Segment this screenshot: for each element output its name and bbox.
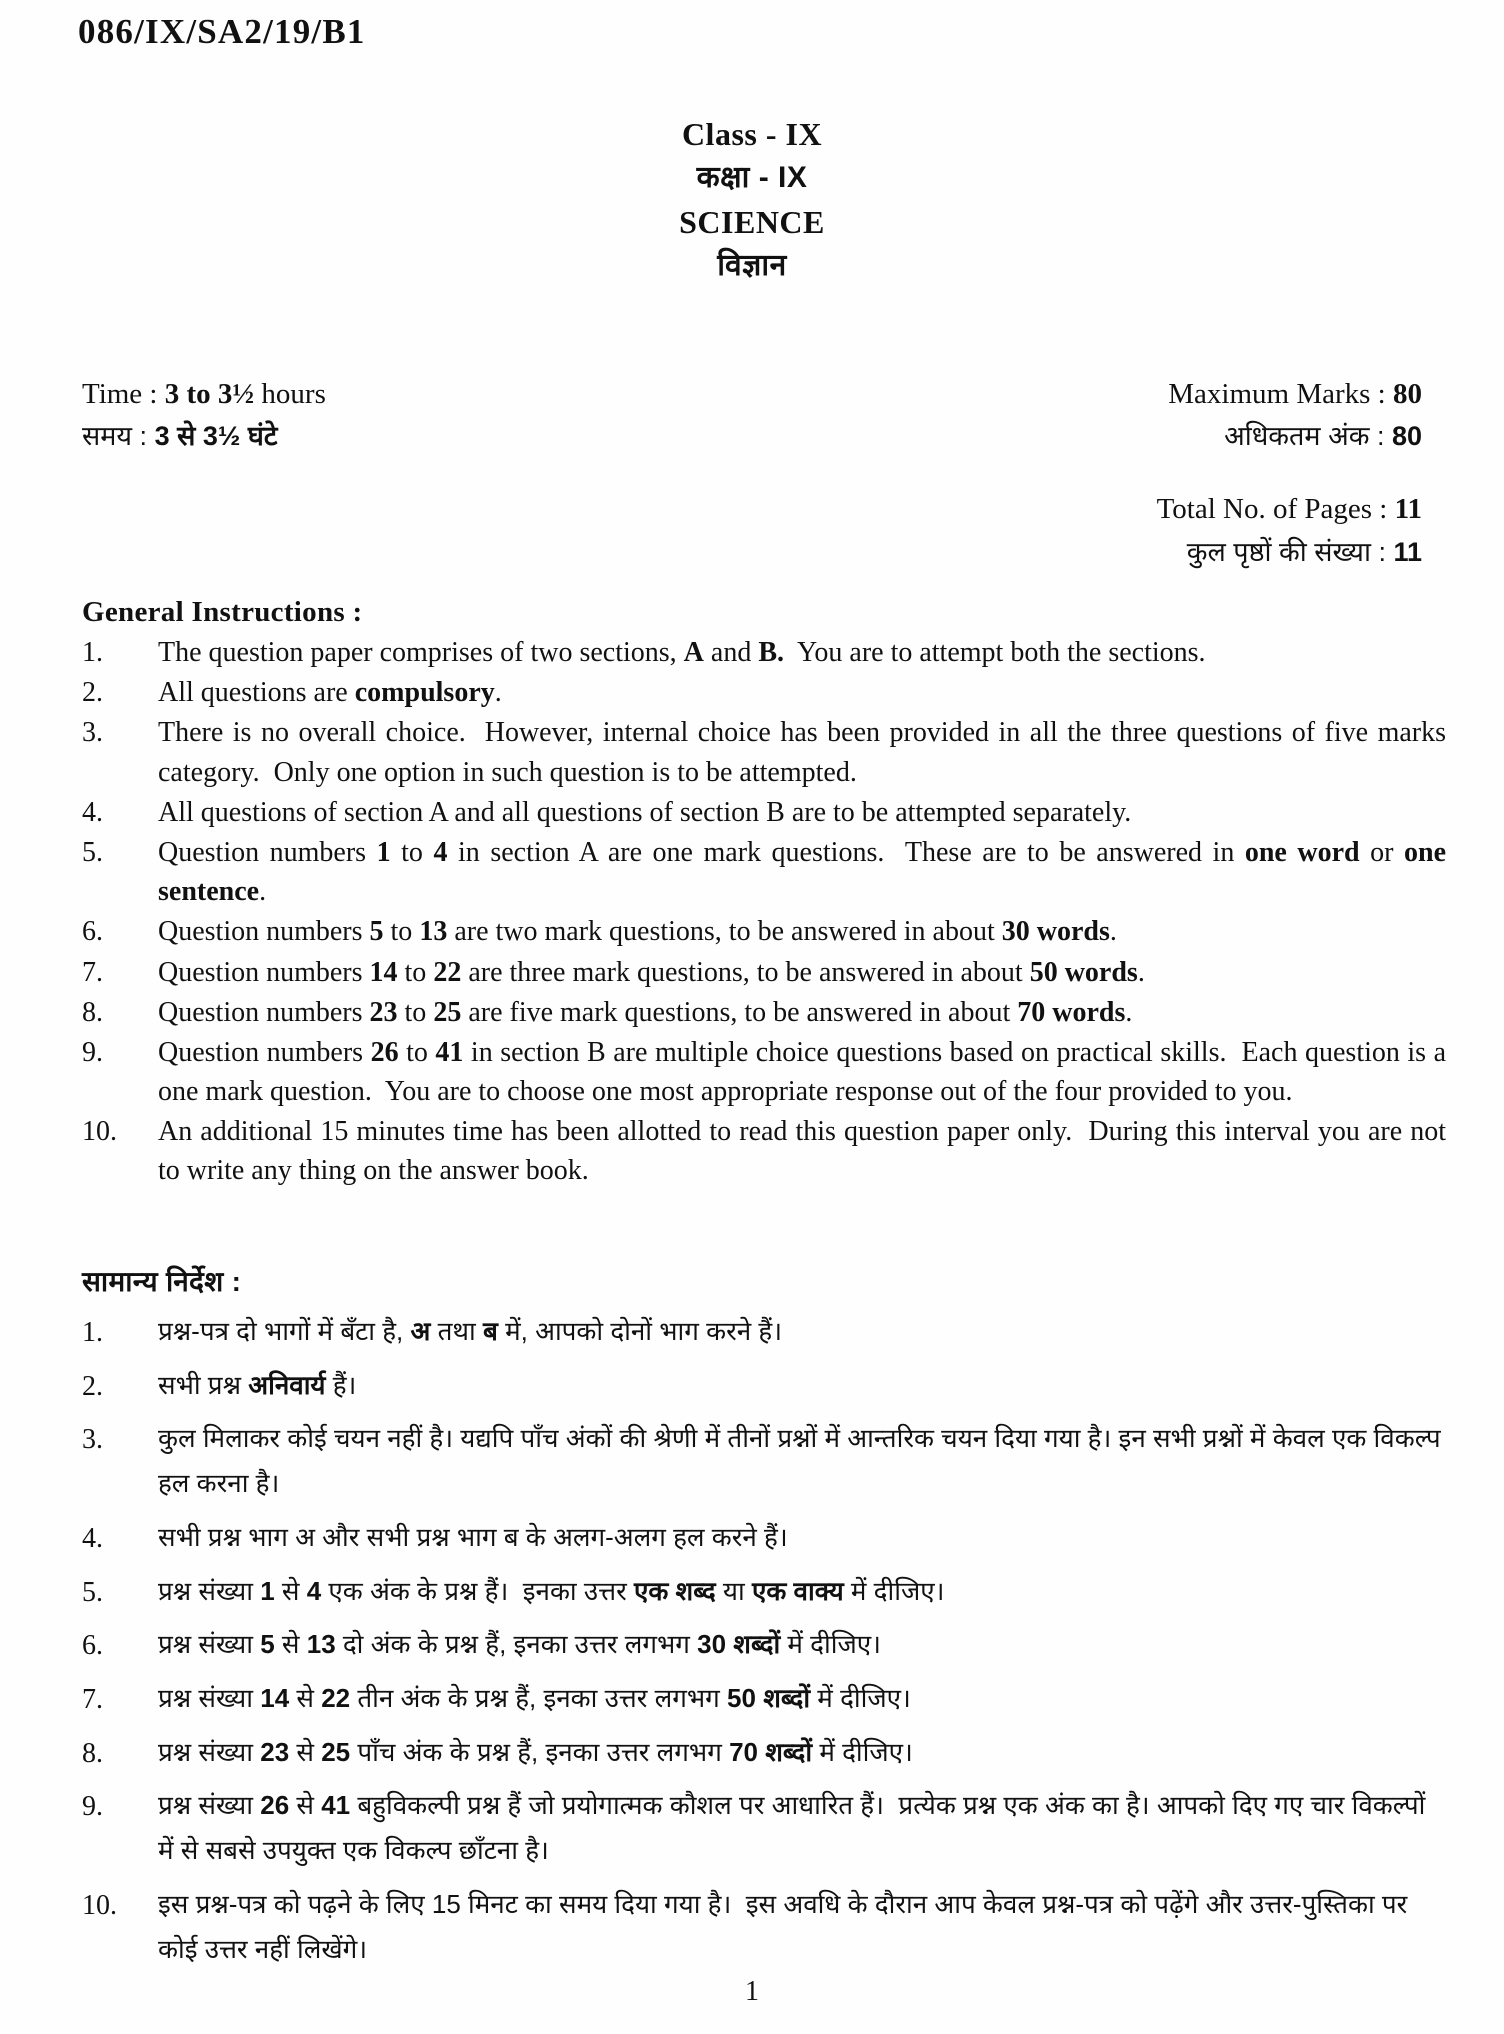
time-marks-row-hindi	[82, 416, 1422, 457]
instruction-number: 8.	[82, 1737, 103, 1769]
class-title-english: Class - IX	[681, 116, 823, 152]
instruction-number: 4.	[82, 1522, 103, 1554]
instruction-item	[82, 1730, 1446, 1775]
instruction-item	[82, 793, 1446, 832]
instruction-text: Question numbers 1 to 4 in section A are one mark questions. These are to be answered in one word or one sentence.	[158, 836, 1447, 908]
instruction-text: प्रश्न संख्या 26 से 41 बहुविकल्पी प्रश्न हैं जो प्रयोगात्मक कौशल पर आधारित हैं। प्रत्येक प्रश्न एक अंक का है। आपको दिए गए चार विकल्पों में से सबसे उपयुक्त एक विकल्प छाँटना है।	[158, 1790, 1426, 1866]
instruction-text: All questions of section A and all questions of section B are to be attempted separately.	[158, 796, 1132, 828]
instruction-number: 8.	[82, 996, 103, 1028]
instruction-number: 6.	[82, 916, 103, 948]
instruction-item	[82, 633, 1446, 672]
instruction-number: 1.	[82, 637, 103, 668]
total-pages-english-label: Total No. of Pages :	[1156, 493, 1395, 525]
instruction-number: 7.	[82, 1684, 103, 1716]
instruction-number: 2.	[82, 677, 103, 709]
instruction-number: 9.	[82, 1036, 103, 1068]
instruction-text: इस प्रश्न-पत्र को पढ़ने के लिए 15 मिनट का समय दिया गया है। इस अवधि के दौरान आप केवल प्रश्न-पत्र को पढ़ेंगे और उत्तर-पुस्तिका पर कोई उत्तर नहीं लिखेंगे।	[158, 1888, 1408, 1964]
instruction-number: 5.	[82, 1576, 103, 1608]
instruction-text: प्रश्न संख्या 1 से 4 एक अंक के प्रश्न हैं। इनका उत्तर एक शब्द या एक वाक्य में दीजिए।	[158, 1575, 945, 1606]
time-english-value: 3 to 3½	[164, 378, 255, 410]
instruction-item	[82, 1033, 1446, 1111]
instruction-text: All questions are compulsory.	[158, 677, 502, 709]
class-title-hindi: कक्षा - IX	[696, 161, 808, 195]
instruction-item	[82, 1416, 1446, 1505]
total-pages-hindi-label: कुल पृष्ठों की संख्या :	[1186, 536, 1394, 567]
instruction-text: कुल मिलाकर कोई चयन नहीं है। यद्यपि पाँच अंकों की श्रेणी में तीनों प्रश्नों में आन्तरिक चयन दिया गया है। इन सभी प्रश्नों में केवल एक विकल्प हल करना है।	[158, 1423, 1441, 1499]
total-pages-hindi	[82, 532, 1422, 574]
instruction-item	[82, 713, 1446, 791]
time-hindi-label: समय :	[82, 421, 155, 452]
instruction-number: 3.	[82, 1424, 103, 1456]
total-pages-english-value: 11	[1394, 493, 1422, 525]
page-number: 1	[745, 1976, 759, 2007]
paper-code: 086/IX/SA2/19/B1	[78, 12, 366, 51]
subject-title-hindi: विज्ञान	[717, 249, 787, 283]
instruction-item	[82, 673, 1446, 712]
max-marks-english	[1168, 372, 1422, 416]
time-hindi-value: 3 से 3½ घंटे	[154, 421, 278, 452]
instruction-item	[82, 1309, 1446, 1354]
instruction-text: सभी प्रश्न अनिवार्य हैं।	[158, 1369, 357, 1400]
max-marks-english-value: 80	[1393, 378, 1422, 410]
instruction-item	[82, 1622, 1446, 1667]
instruction-number: 10.	[82, 1889, 117, 1921]
general-instructions-hindi	[82, 1262, 1446, 1971]
time-hindi	[82, 416, 277, 457]
instruction-list-english	[82, 633, 1446, 1191]
instruction-text: Question numbers 5 to 13 are two mark questions, to be answered in about 30 words.	[158, 916, 1117, 948]
instruction-number: 3.	[82, 717, 103, 749]
instruction-list-hindi	[82, 1309, 1446, 1971]
instruction-item	[82, 1569, 1446, 1614]
instruction-text: प्रश्न-पत्र दो भागों में बँटा है, अ तथा ब में, आपको दोनों भाग करने हैं।	[158, 1316, 783, 1346]
instruction-text: सभी प्रश्न भाग अ और सभी प्रश्न भाग ब के अलग-अलग हल करने हैं।	[158, 1521, 788, 1552]
general-instructions-hindi-heading: सामान्य निर्देश :	[82, 1266, 242, 1297]
total-pages-english	[82, 487, 1422, 532]
instruction-number: 5.	[82, 836, 103, 868]
instruction-item	[82, 953, 1446, 992]
instruction-text: प्रश्न संख्या 5 से 13 दो अंक के प्रश्न हैं, इनका उत्तर लगभग 30 शब्दों में दीजिए।	[158, 1629, 881, 1660]
time-english-suffix: hours	[254, 378, 326, 410]
instruction-item	[82, 1112, 1446, 1190]
instruction-item	[82, 1676, 1446, 1721]
instruction-text: An additional 15 minutes time has been allotted to read this question paper only. During this interval you are not to write any thing on the answer book.	[158, 1116, 1446, 1187]
total-pages-hindi-value: 11	[1393, 536, 1422, 567]
instruction-number: 2.	[82, 1370, 103, 1402]
instruction-item	[82, 1363, 1446, 1408]
total-pages-block	[82, 487, 1422, 574]
instruction-item	[82, 1515, 1446, 1560]
instruction-text: Question numbers 26 to 41 in section B are multiple choice questions based on practical skills. Each question is a one mark question. You are to choose one most appropriate response out of the four provided to you.	[158, 1036, 1447, 1108]
instruction-text: प्रश्न संख्या 23 से 25 पाँच अंक के प्रश्न हैं, इनका उत्तर लगभग 70 शब्दों में दीजिए।	[158, 1736, 913, 1767]
max-marks-hindi-label: अधिकतम अंक :	[1224, 421, 1392, 452]
instruction-number: 1.	[82, 1317, 103, 1348]
exam-meta-block	[82, 372, 1422, 457]
instruction-item	[82, 1783, 1446, 1872]
instruction-text: Question numbers 14 to 22 are three mark questions, to be answered in about 50 words.	[158, 956, 1145, 988]
max-marks-hindi-value: 80	[1391, 421, 1422, 452]
time-english	[82, 372, 326, 416]
general-instructions-english	[82, 596, 1446, 1191]
instruction-number: 4.	[82, 796, 103, 828]
max-marks-english-label: Maximum Marks :	[1168, 378, 1393, 410]
instruction-text: The question paper comprises of two sections, A and B. You are to attempt both the sections.	[158, 637, 1206, 668]
instruction-number: 6.	[82, 1630, 103, 1662]
instruction-text: प्रश्न संख्या 14 से 22 तीन अंक के प्रश्न हैं, इनका उत्तर लगभग 50 शब्दों में दीजिए।	[158, 1683, 911, 1714]
instruction-item	[82, 912, 1446, 951]
max-marks-hindi	[1224, 416, 1422, 457]
instruction-item	[82, 1882, 1446, 1971]
instruction-item	[82, 833, 1446, 911]
instruction-number: 7.	[82, 956, 103, 988]
subject-title-english: SCIENCE	[679, 204, 825, 241]
general-instructions-english-heading: General Instructions :	[82, 596, 363, 628]
instruction-text: Question numbers 23 to 25 are five mark questions, to be answered in about 70 words.	[158, 996, 1133, 1028]
time-english-label: Time :	[82, 378, 165, 410]
instruction-item	[82, 993, 1446, 1032]
instruction-number: 9.	[82, 1791, 103, 1823]
instruction-number: 10.	[82, 1116, 117, 1148]
instruction-text: There is no overall choice. However, internal choice has been provided in all the three questions of five marks category. Only one option in such question is to be attempted.	[158, 717, 1446, 788]
time-marks-row-english	[82, 372, 1422, 416]
title-block	[0, 112, 1504, 288]
